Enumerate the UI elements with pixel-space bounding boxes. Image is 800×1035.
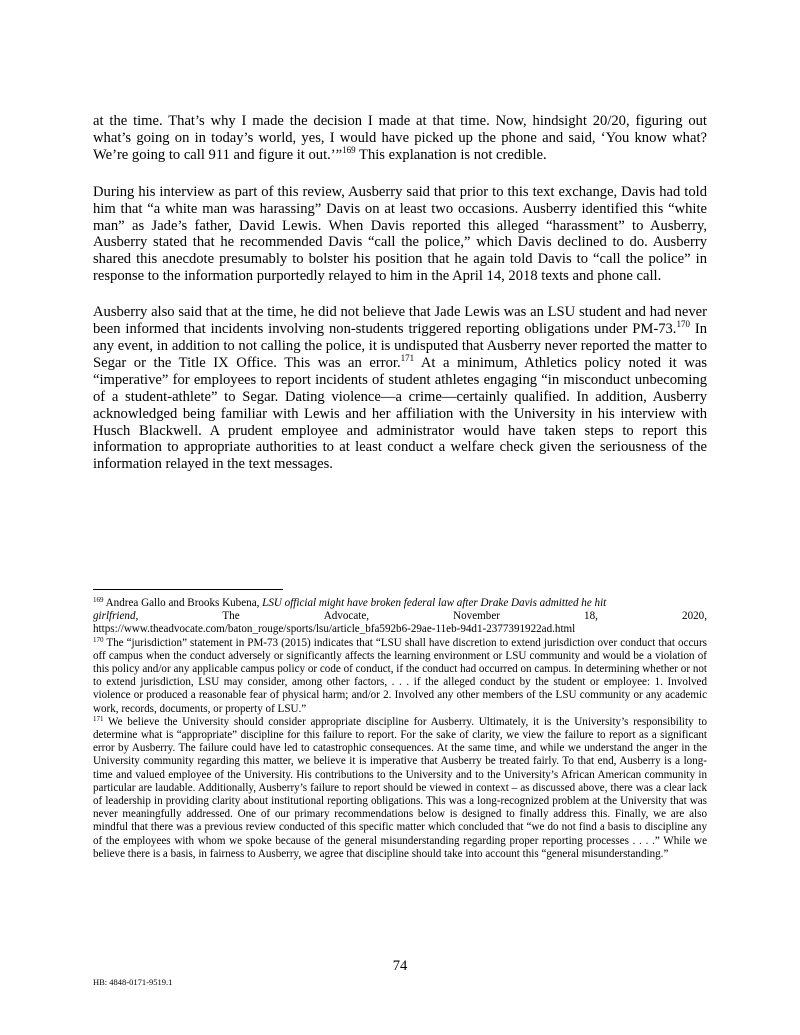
paragraph-3-text-c: At a minimum, Athletics policy noted it was “imperative” for employees to report incidents of student athletes engaging “in misconduct unbecoming of a student-athlete” to Segar. Dating violence—a crime—certainly qualified. In addition, Ausberry acknowledged being familiar with Lewis and her affiliation with the University in his interview with Husch Blackwell. A prudent employee and administrator would have taken steps to report this information to appropriate authorities to at least conduct a welfare check given the seriousness of the information relayed in the text messages. <box>93 354 707 473</box>
footnote-ref-170[interactable]: 170 <box>676 319 690 330</box>
footnote-169-year: 2020, <box>682 610 707 623</box>
footnote-ref-171[interactable]: 171 <box>400 352 415 363</box>
footnote-169 <box>93 597 707 637</box>
footnote-170 <box>93 637 707 716</box>
footnote-169-authors: Andrea Gallo and Brooks Kubena, <box>103 597 263 609</box>
footnote-171-number: 171 <box>93 714 104 723</box>
footnote-ref-169[interactable]: 169 <box>342 144 356 155</box>
paragraph-3 <box>93 304 707 473</box>
page-number: 74 <box>392 958 408 974</box>
footnote-169-number: 169 <box>93 596 104 604</box>
footnotes <box>93 597 707 861</box>
footnote-170-number: 170 <box>93 635 104 644</box>
paragraph-3-text-a: Ausberry also said that at the time, he did not believe that Jade Lewis was an LSU student and had never been informed that incidents involving non-students triggered reporting obligations under PM-73. <box>93 304 707 338</box>
footnote-169-day: 18, <box>584 610 598 623</box>
footnote-divider <box>93 589 283 590</box>
paragraph-2: During his interview as part of this review, Ausberry said that prior to this text exchange, Davis had told him that “a white man was harassing” Davis on at least two occasions. Ausberry identified this “white man” as Jade’s father, David Lewis. When Davis reported this alleged “harassment” to Ausberry, Ausberry stated that he recommended Davis “call the police,” which Davis declined to do. Ausberry shared this anecdote presumably to bolster his position that he again told Davis to “call the police” in response to the information purportedly relayed to him in the April 14, 2018 texts and phone call. <box>93 183 707 285</box>
footnote-169-title-end: girlfriend, <box>93 610 139 623</box>
footnote-169-month: November <box>453 610 500 623</box>
footnote-171 <box>93 716 707 861</box>
paragraph-1 <box>93 113 707 164</box>
footnote-169-publication-2: Advocate, <box>323 610 370 623</box>
footnote-170-text: The “jurisdiction” statement in PM-73 (2015) indicates that “LSU shall have discretion to extend jurisdiction over conduct that occurs off campus when the conduct adversely or significantly affects the learning environment or LSU community and would be a violation of this policy and/or any applicable campus policy or code of conduct, if the conduct had occurred on campus. In determining whether or not to extend jurisdiction, LSU may consider, among other factors, . . . if the alleged conduct by the student or employee: 1. Involved violence or produced a reasonable fear of physical harm; and/or 2. Involved any other members of the LSU community or any academic work, records, documents, or property of LSU.” <box>93 636 707 715</box>
document-id: HB: 4848-0171-9519.1 <box>93 977 173 987</box>
footnote-169-title: LSU official might have broken federal law after Drake Davis admitted he hit <box>262 597 607 609</box>
footnote-169-publication: The <box>222 610 240 623</box>
paragraph-1-text: at the time. That’s why I made the decision I made at that time. Now, hindsight 20/20, figuring out what’s going on in today’s world, yes, I would have picked up the phone and said, ‘You know what? We’re going to call 911 and figure it out.’” <box>93 113 707 163</box>
body-text <box>93 113 707 492</box>
paragraph-3-text-b: In any event, in addition to not calling the police, it is undisputed that Ausberry never reported the matter to Segar or the Title IX Office. This was an error. <box>93 321 707 371</box>
footnote-171-text: We believe the University should consider appropriate discipline for Ausberry. Ultimately, it is the University’s responsibility to determine what is “appropriate” discipline for this failure to report. For the sake of clarity, we view the failure to report as a significant error by Ausberry. The failure could have led to catastrophic consequences. At the same time, and while we understand the anger in the University community regarding this matter, we believe it is imperative that Ausberry be treated fairly. To that end, Ausberry is a long-time and valued employee of the University. His contributions to the University and to the University’s African American community in particular are laudable. Additionally, Ausberry’s failure to report should be viewed in context – as discussed above, there was a clear lack of leadership in providing clarity about institutional reporting obligations. This was a long-recognized problem at the University that was never meaningfully addressed. One of our primary recommendations below is designed to finally address this. Finally, we are also mindful that there was a previous review conducted of this specific matter which concluded that “we do not find a basis to discipline any of the employees with whom we spoke because of the general misunderstanding regarding proper reporting processes . . . .” While we believe there is a basis, in fairness to Ausberry, we agree that discipline should take into account this “general misunderstanding.” <box>93 715 707 860</box>
footnote-169-line2 <box>93 610 707 623</box>
paragraph-1-text-after: This explanation is not credible. <box>355 146 547 163</box>
footnote-169-url[interactable]: https://www.theadvocate.com/baton_rouge/sports/lsu/article_bfa592b6-29ae-11eb-94d1-2377391922ad.html <box>93 623 576 636</box>
